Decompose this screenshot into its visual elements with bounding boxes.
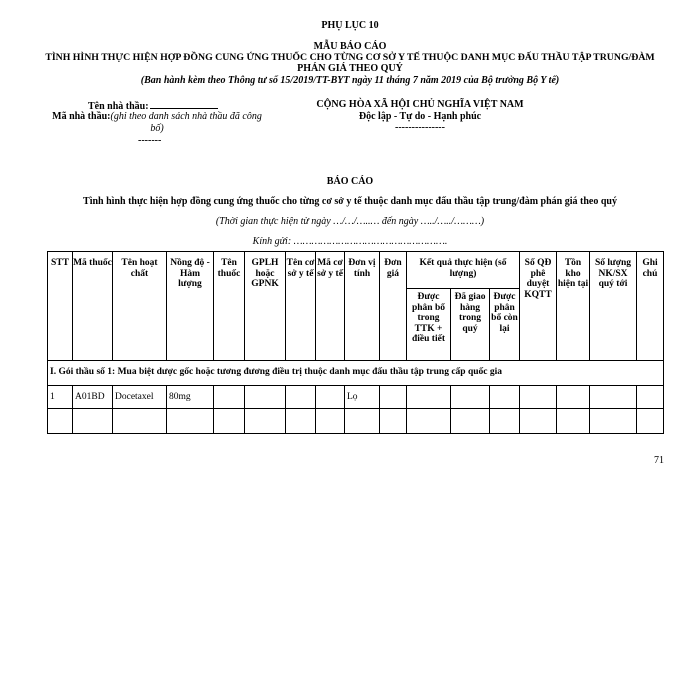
- header-decision: Số QĐ phê duyệt KQTT: [519, 251, 557, 361]
- row1-facility-name: [285, 385, 316, 409]
- header-drug-code: Mã thuốc: [72, 251, 113, 361]
- header-facility-name: Tên cơ sở y tế: [285, 251, 316, 361]
- header-stt: STT: [47, 251, 73, 361]
- row1-strength: 80mg: [166, 385, 214, 409]
- header-stock: Tồn kho hiện tại: [556, 251, 590, 361]
- row1-license: [244, 385, 286, 409]
- subheader-delivered: Đã giao hàng trong quý: [450, 288, 490, 361]
- left-divider: -------: [138, 135, 162, 146]
- contractor-code-label: Mã nhà thầu:: [52, 111, 111, 122]
- empty-row-cell: [450, 408, 490, 434]
- row1-unit-price: [379, 385, 407, 409]
- row1-active-ingredient: Docetaxel: [112, 385, 167, 409]
- report-subtitle: Tình hình thực hiện hợp đồng cung ứng thuốc cho từng cơ sở y tế thuộc danh mục đấu thầu tập trung/đàm phán giá theo quý: [83, 196, 617, 207]
- send-to-dots: …………………………………………….: [291, 236, 448, 247]
- empty-row-cell: [315, 408, 345, 434]
- national-motto: Độc lập - Tự do - Hạnh phúc: [358, 111, 482, 122]
- empty-row-cell: [47, 408, 73, 434]
- row1-stock: [556, 385, 590, 409]
- row1-allocated: [406, 385, 451, 409]
- header-license: GPLH hoặc GPNK: [244, 251, 286, 361]
- row1-drug-code: A01BD: [72, 385, 113, 409]
- report-period: (Thời gian thực hiện từ ngày …/…/…..… đến ngày …../…../………): [215, 216, 485, 227]
- send-to-label: Kính gửi:: [252, 236, 292, 247]
- contractor-name-blank: [150, 99, 218, 109]
- row1-remaining: [489, 385, 520, 409]
- empty-row-cell: [489, 408, 520, 434]
- row1-unit: Lọ: [344, 385, 380, 409]
- empty-row-cell: [406, 408, 451, 434]
- row1-facility-code: [315, 385, 345, 409]
- header-notes: Ghi chú: [636, 251, 664, 361]
- header-strength: Nồng độ - Hàm lượng: [166, 251, 214, 361]
- row1-notes: [636, 385, 664, 409]
- empty-row-cell: [285, 408, 316, 434]
- row1-drug-name: [213, 385, 245, 409]
- empty-row-cell: [213, 408, 245, 434]
- nation-title: CỘNG HÒA XÃ HỘI CHỦ NGHĨA VIỆT NAM: [316, 99, 524, 110]
- subheader-allocated: Được phân bổ trong TTK + điều tiết: [406, 288, 451, 361]
- row1-next-quarter: [589, 385, 637, 409]
- contractor-code-note: (ghi theo danh sách nhà thầu đã công bố): [110, 111, 262, 134]
- tender-section-row: I. Gói thầu số 1: Mua biệt dược gốc hoặc tương đương điều trị thuộc danh mục đấu thầu tập trung cấp quốc gia: [47, 360, 664, 386]
- row1-decision: [519, 385, 557, 409]
- send-to-line: [0, 236, 700, 248]
- template-label: MẪU BÁO CÁO: [313, 41, 387, 52]
- page-number: 71: [654, 455, 664, 466]
- empty-row-cell: [112, 408, 167, 434]
- empty-row-cell: [556, 408, 590, 434]
- row1-stt: 1: [47, 385, 73, 409]
- empty-row-cell: [344, 408, 380, 434]
- row1-delivered: [450, 385, 490, 409]
- document-title-line1: TÌNH HÌNH THỰC HIỆN HỢP ĐỒNG CUNG ỨNG THUỐC CHO TỪNG CƠ SỞ Y TẾ THUỘC DANH MỤC ĐẤU THẦU TẬP TRUNG/ĐÀM: [45, 52, 655, 63]
- document-title-line2: PHÁN GIÁ THEO QUÝ: [297, 63, 403, 74]
- empty-row-cell: [244, 408, 286, 434]
- report-title: BÁO CÁO: [326, 176, 374, 187]
- motto-divider: ---------------: [395, 122, 445, 133]
- header-facility-code: Mã cơ sở y tế: [315, 251, 345, 361]
- header-next-quarter: Số lượng NK/SX quý tới: [589, 251, 637, 361]
- subheader-remaining: Được phân bổ còn lại: [489, 288, 520, 361]
- header-active-ingredient: Tên hoạt chất: [112, 251, 167, 361]
- empty-row-cell: [589, 408, 637, 434]
- contractor-code-field: [48, 111, 266, 135]
- empty-row-cell: [72, 408, 113, 434]
- empty-row-cell: [519, 408, 557, 434]
- empty-row-cell: [166, 408, 214, 434]
- header-drug-name: Tên thuốc: [213, 251, 245, 361]
- header-results: Kết quả thực hiện (số lượng): [406, 251, 520, 289]
- empty-row-cell: [379, 408, 407, 434]
- empty-row-cell: [636, 408, 664, 434]
- header-unit: Đơn vị tính: [344, 251, 380, 361]
- contractor-name-label: Tên nhà thầu:: [88, 101, 149, 112]
- appendix-label: PHỤ LỤC 10: [321, 20, 379, 31]
- header-unit-price: Đơn giá: [379, 251, 407, 361]
- issued-by-note: (Ban hành kèm theo Thông tư số 15/2019/TT-BYT ngày 11 tháng 7 năm 2019 của Bộ trưởng Bộ Y tế): [140, 75, 560, 86]
